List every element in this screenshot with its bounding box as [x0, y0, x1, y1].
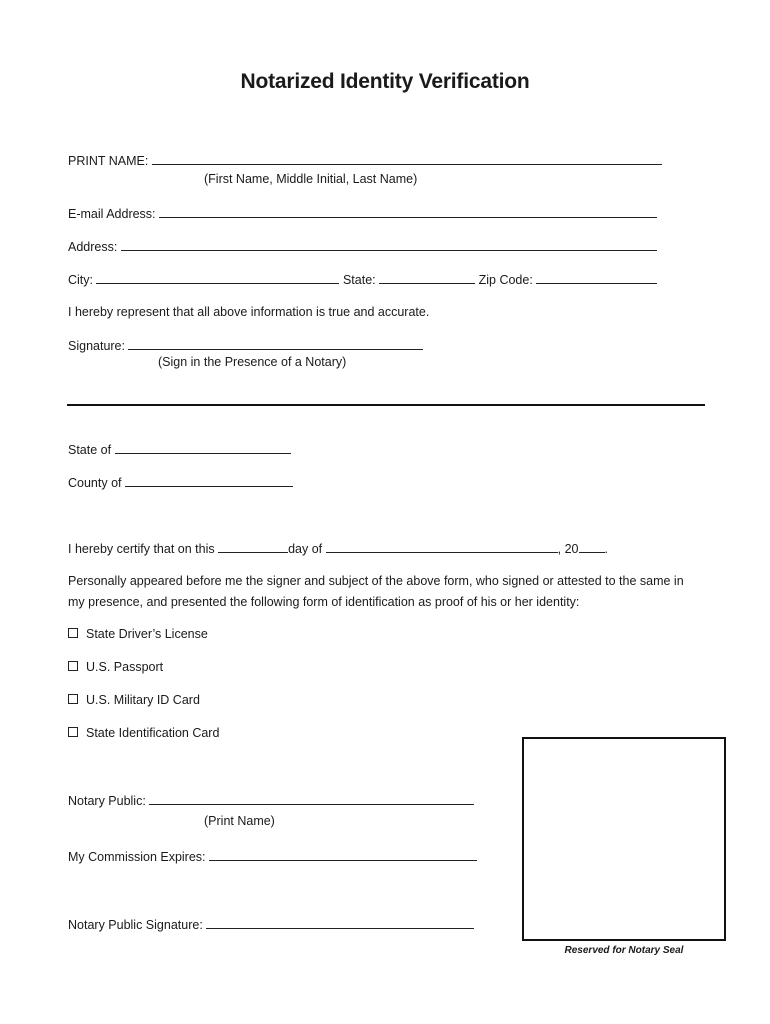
certify-month-field[interactable]: [326, 540, 558, 553]
certify-end: .: [604, 542, 608, 556]
checkbox-military-id[interactable]: [68, 694, 78, 704]
notary-signature-row: [68, 916, 474, 933]
certify-day-label: day of: [288, 542, 323, 556]
print-name-field[interactable]: [152, 152, 662, 165]
notary-public-field[interactable]: [149, 792, 474, 805]
id-option-label: U.S. Passport: [86, 660, 164, 674]
email-row: [68, 205, 657, 222]
city-state-zip-row: [68, 271, 657, 288]
certify-day-field[interactable]: [218, 540, 288, 553]
state-of-label: State of: [68, 443, 112, 457]
signature-row: [68, 337, 423, 354]
zip-field[interactable]: [536, 271, 657, 284]
email-field[interactable]: [159, 205, 657, 218]
attestation-text: I hereby represent that all above information is true and accurate.: [68, 305, 430, 319]
notary-seal-box: [522, 737, 726, 941]
certify-prefix: I hereby certify that on this: [68, 542, 215, 556]
city-label: City:: [68, 273, 93, 287]
id-option-state-id: [68, 725, 219, 741]
notary-signature-label: Notary Public Signature:: [68, 918, 203, 932]
signature-label: Signature:: [68, 339, 125, 353]
certify-row: [68, 540, 608, 557]
id-option-label: State Identification Card: [86, 726, 220, 740]
notary-public-hint: (Print Name): [204, 814, 275, 828]
notary-public-row: [68, 792, 474, 809]
print-name-row: [68, 152, 662, 169]
zip-label: Zip Code:: [478, 273, 533, 287]
state-of-row: [68, 441, 291, 458]
appeared-line-1: Personally appeared before me the signer and subject of the above form, who signed or attested to the same in: [68, 574, 684, 588]
county-of-row: [68, 474, 293, 491]
notary-signature-field[interactable]: [206, 916, 474, 929]
section-divider: [67, 404, 705, 406]
commission-label: My Commission Expires:: [68, 850, 206, 864]
signature-field[interactable]: [128, 337, 423, 350]
certify-year-field[interactable]: [579, 540, 605, 553]
notary-public-label: Notary Public:: [68, 794, 146, 808]
notary-seal-caption: Reserved for Notary Seal: [564, 945, 684, 956]
city-field[interactable]: [96, 271, 339, 284]
county-of-field[interactable]: [125, 474, 293, 487]
checkbox-passport[interactable]: [68, 661, 78, 671]
page-title: Notarized Identity Verification: [240, 70, 530, 93]
id-option-label: U.S. Military ID Card: [86, 693, 200, 707]
email-label: E-mail Address:: [68, 207, 156, 221]
commission-field[interactable]: [209, 848, 477, 861]
id-option-drivers-license: [68, 626, 208, 642]
commission-row: [68, 848, 477, 865]
print-name-label: PRINT NAME:: [68, 154, 149, 168]
checkbox-drivers-license[interactable]: [68, 628, 78, 638]
state-of-field[interactable]: [115, 441, 291, 454]
appeared-line-2: my presence, and presented the following form of identification as proof of his or her identity:: [68, 595, 580, 609]
print-name-hint: (First Name, Middle Initial, Last Name): [204, 172, 418, 186]
county-of-label: County of: [68, 476, 122, 490]
signature-hint: (Sign in the Presence of a Notary): [158, 355, 347, 369]
state-label: State:: [342, 273, 376, 287]
address-row: [68, 238, 657, 255]
id-option-label: State Driver’s License: [86, 627, 208, 641]
certify-year-label: , 20: [557, 542, 579, 556]
address-field[interactable]: [121, 238, 657, 251]
checkbox-state-id[interactable]: [68, 727, 78, 737]
address-label: Address:: [68, 240, 118, 254]
id-option-passport: [68, 659, 163, 675]
state-field[interactable]: [379, 271, 475, 284]
id-option-military-id: [68, 692, 200, 708]
